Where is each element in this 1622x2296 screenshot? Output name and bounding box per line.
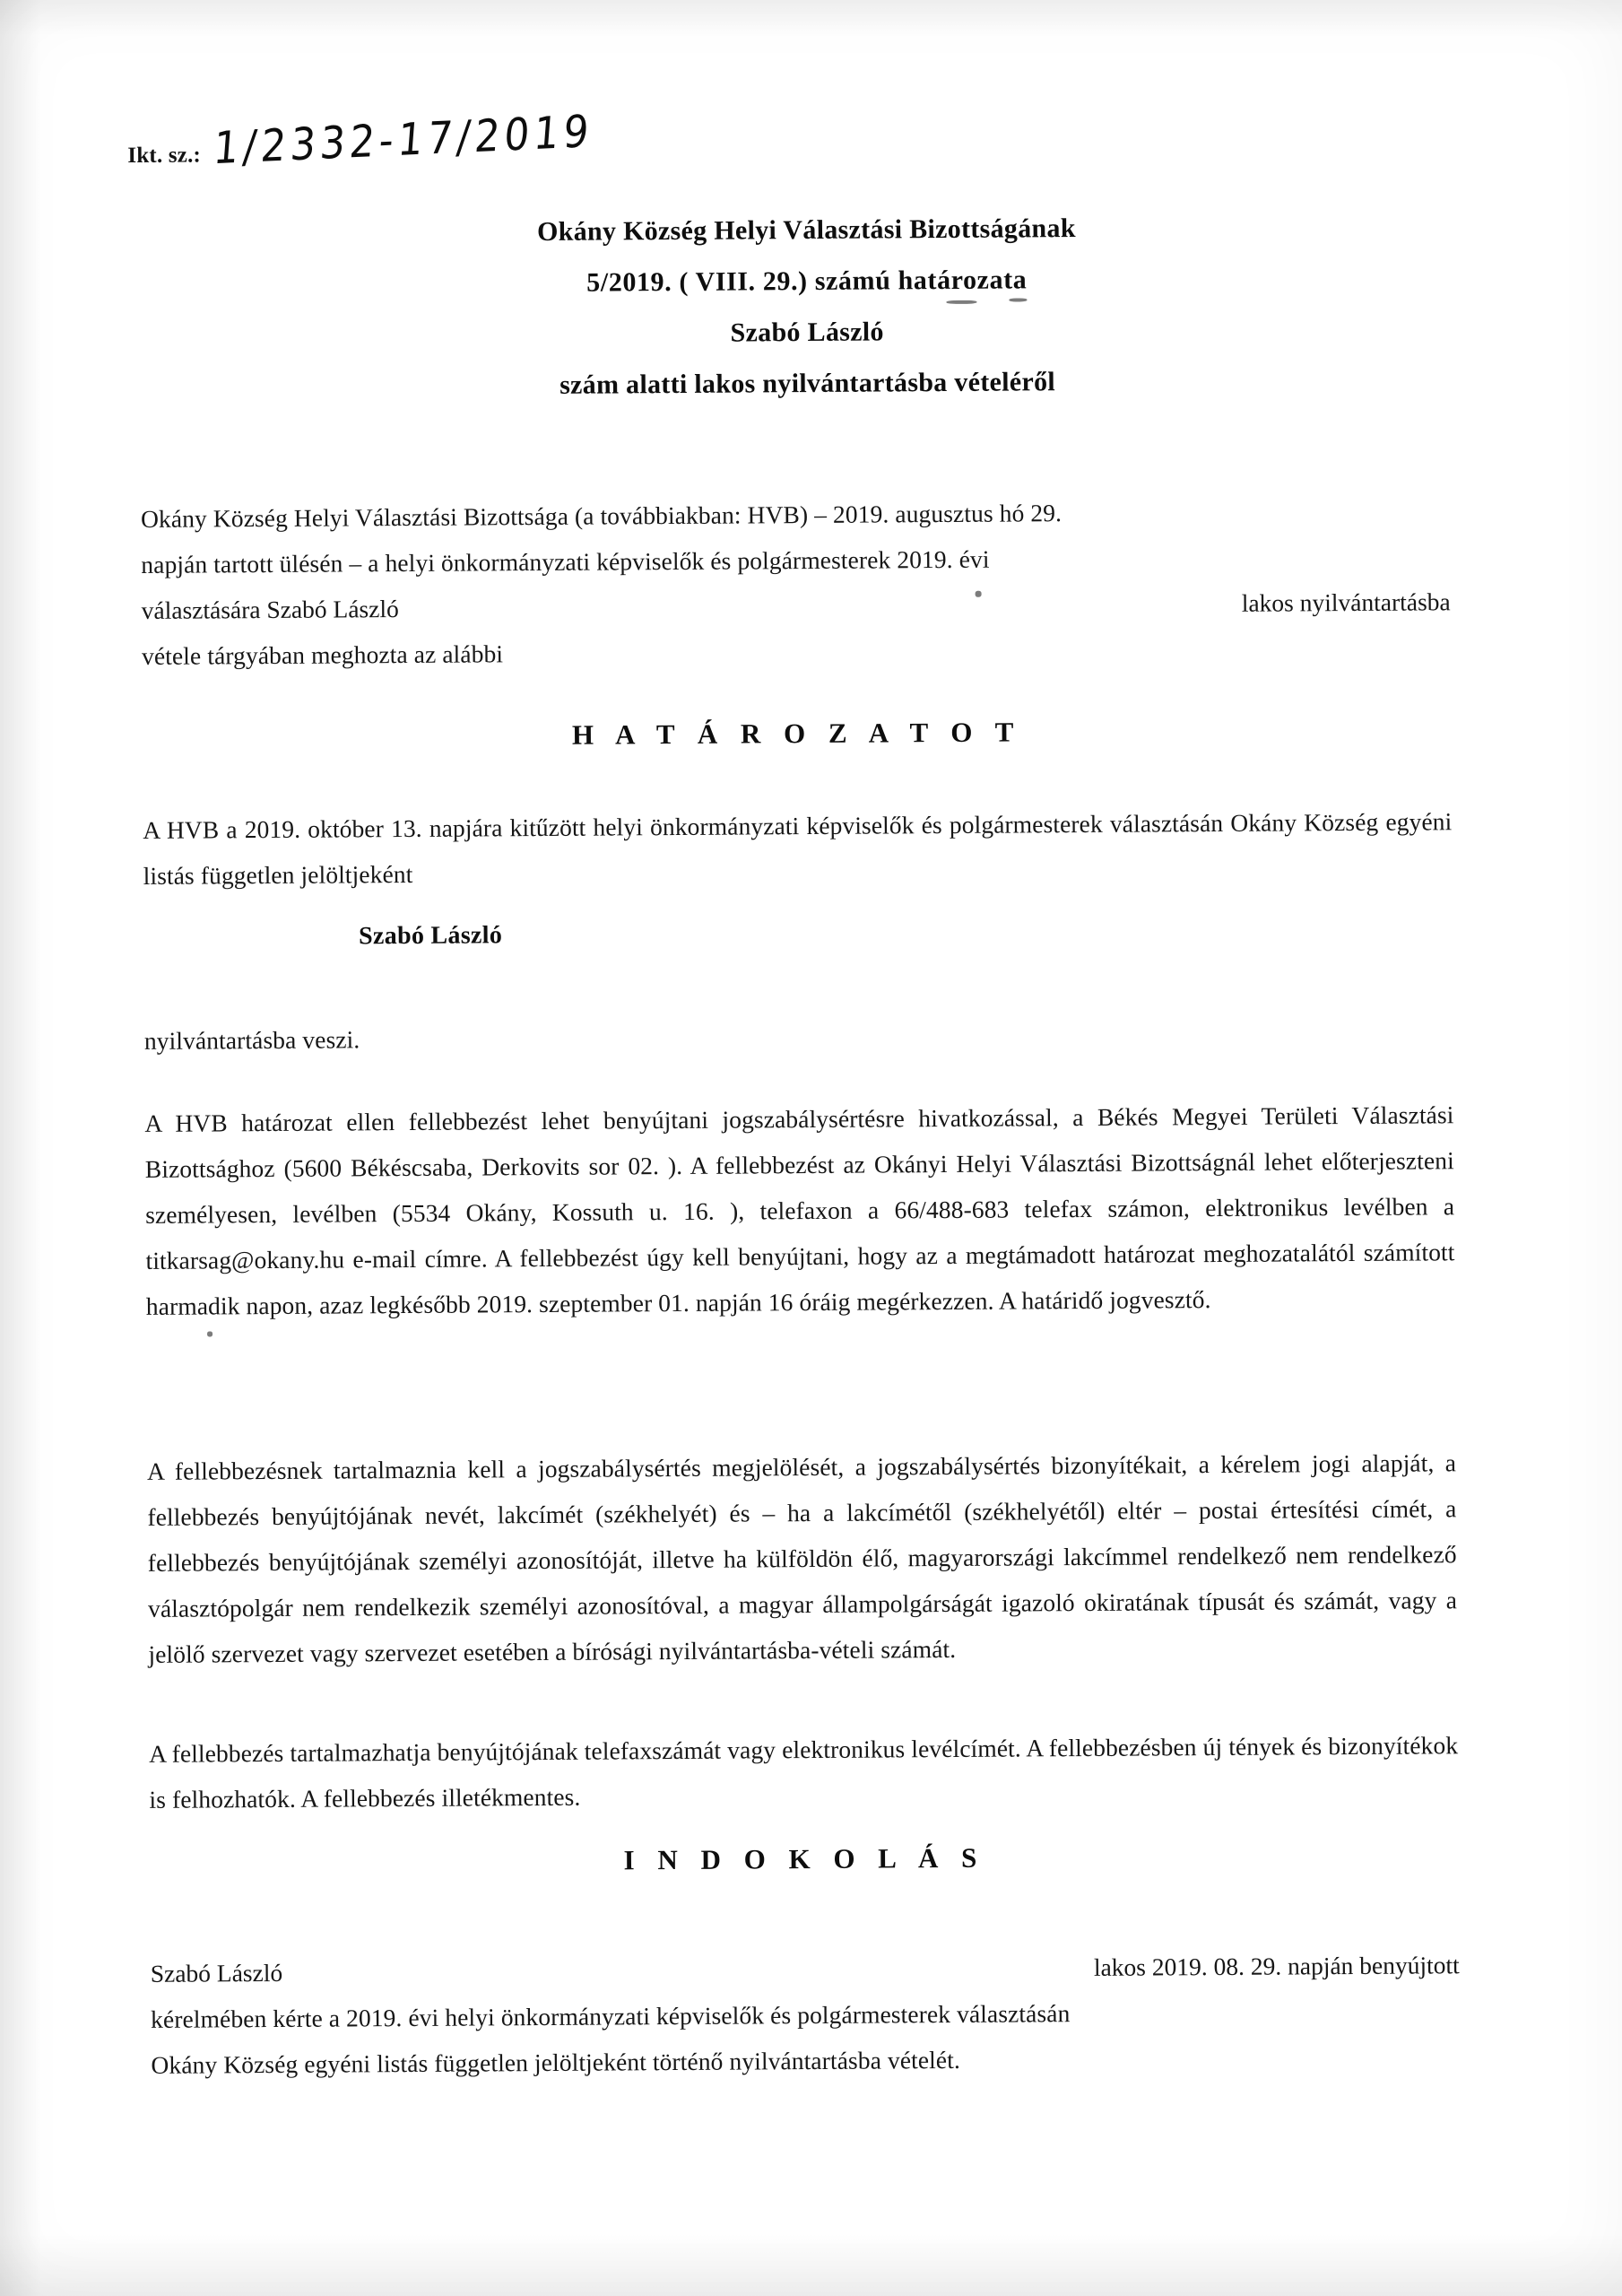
title-line-decision-number: 5/2019. ( VIII. 29.) számú határozata <box>586 265 1028 298</box>
decision-block <box>143 798 1453 899</box>
reasoning-block <box>151 1942 1461 2088</box>
heading-hatarozatot: H A T Á R O Z A T O T <box>571 716 1022 751</box>
scan-artifact-speck <box>1009 298 1027 301</box>
reasoning-line-2: kérelmében kérte a 2019. évi helyi önkormányzati képviselők és polgármesterek választásán <box>151 1999 1071 2033</box>
appeal-paragraph-2: A fellebbezésnek tartalmaznia kell a jogszabálysértés megjelölését, a jogszabálysértés bizonyítékait, a kérelem jogi alapját, a fellebbezés benyújtójának nevét, lakcímét (székhelyét) és – ha a lakcímétől (székhelyétől) eltér – postai értesítési címét, a fellebbezés benyújtójának személyi azonosítóját, illetve ha külföldön élő, magyarországi lakcímmel rendelkező nem rendelkező választópolgár nem rendelkezik személyi azonosítóval, a magyar állampolgárságát igazoló okiratának típusát és számát, vagy a jelölő szervezet vagy szervezet esetében a bírósági nyilvántartásba-vételi számát. <box>146 1448 1458 1668</box>
intro-paragraph-block <box>141 487 1451 679</box>
appeal-paragraph-3-block <box>149 1722 1459 1822</box>
registry-number-handwritten: 1/2332-17/2019 <box>211 106 595 175</box>
intro-line-3-left: választására Szabó László <box>141 595 399 624</box>
title-line-subject-name: Szabó László <box>730 317 884 348</box>
document-title-block <box>0 199 1618 414</box>
registry-number-label: Ikt. sz.: <box>127 143 202 169</box>
heading-indokolas: I N D O K O L Á S <box>623 1841 985 1876</box>
appeal-paragraph-2-block <box>147 1439 1458 1677</box>
decision-candidate-name: Szabó László <box>359 921 503 951</box>
reasoning-line-3: Okány Község egyéni listás független jelöltjeként történő nyilvántartásba vételét. <box>151 2045 960 2079</box>
reasoning-line-1-right: lakos 2019. 08. 29. napján benyújtott <box>1093 1951 1460 1981</box>
intro-line-1: Okány Község Helyi Választási Bizottsága (a továbbiakban: HVB) – 2019. augusztus hó 29. <box>140 499 1063 533</box>
appeal-paragraph-1-block <box>144 1091 1455 1329</box>
scan-artifact-speck <box>946 300 976 304</box>
intro-line-3-right: lakos nyilvántartásba <box>1241 587 1451 617</box>
decision-closing-block <box>144 1009 1453 1064</box>
registry-number-row <box>127 106 595 175</box>
decision-paragraph: A HVB a 2019. október 13. napjára kitűzött helyi önkormányzati képviselők és polgármesterek választásán Okány Község egyéni listás független jelöltjeként <box>143 807 1453 890</box>
reasoning-line-1-redacted-row <box>151 1942 1460 1996</box>
intro-line-2: napján tartott ülésén – a helyi önkormányzati képviselők és polgármesterek 2019. évi <box>141 544 990 578</box>
intro-line-3-redacted-row <box>142 578 1451 633</box>
intro-line-4: vétele tárgyában meghozta az alábbi <box>141 639 504 670</box>
decision-candidate-name-block <box>359 914 1622 952</box>
reasoning-line-1-left: Szabó László <box>150 1958 283 1987</box>
scan-artifact-speck <box>207 1331 213 1336</box>
decision-closing: nyilvántartásba veszi. <box>143 1025 360 1055</box>
appeal-paragraph-1: A HVB határozat ellen fellebbezést lehet benyújtani jogszabálysértésre hivatkozással, a Békés Megyei Területi Választási Bizottsághoz (5600 Békéscsaba, Derkovits sor 02. ). A fellebbezést az Okányi Helyi Választási Bizottságnál lehet előterjeszteni személyesen, levélben (5534 Okány, Kossuth u. 16. ), telefaxon a 66/488-683 telefax számon, elektronikus levélben a titkarsag@okany.hu e-mail címre. A fellebbezést úgy kell benyújtani, hogy az a megtámadott határozat meghozatalától számított harmadik napon, azaz legkésőbb 2019. szeptember 01. napján 16 óráig megérkezzen. A határidő jogvesztő. <box>144 1100 1455 1320</box>
appeal-paragraph-3: A fellebbezés tartalmazhatja benyújtójának telefaxszámát vagy elektronikus levélcímét. A fellebbezésben új tények és bizonyítékok is felhozhatók. A fellebbezés illetékmentes. <box>149 1731 1459 1813</box>
title-line-subject-matter: szám alatti lakos nyilvántartásba vételéről <box>559 367 1056 400</box>
title-line-authority: Okány Község Helyi Választási Bizottságának <box>536 213 1076 248</box>
